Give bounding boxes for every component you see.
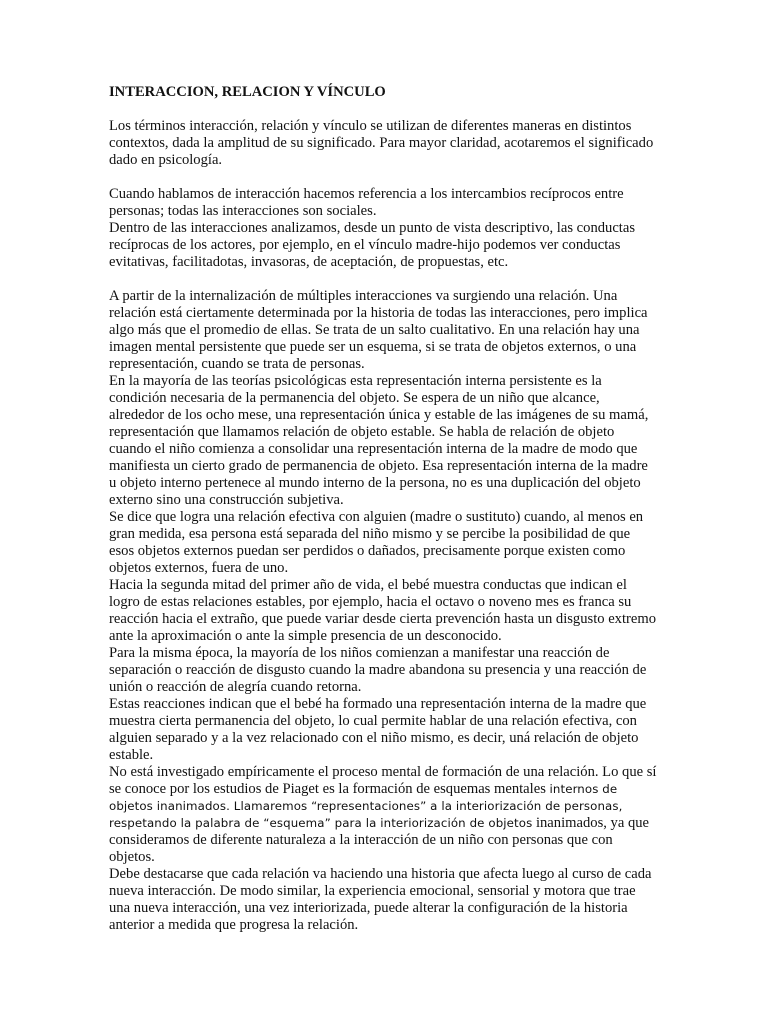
paragraph-gap (109, 271, 657, 288)
paragraph-effective-relation: Se dice que logra una relación efectiva con alguien (madre o sustituto) cuando, al menos en gran medida, esa persona está separada del niño mismo y se percibe la posibilidad de que esos objetos externos puedan ser perdidos o dañados, precisamente porque existen como objetos externos, fuera de uno. (109, 509, 644, 576)
paragraph-piaget-schemas (109, 764, 657, 866)
paragraph-intro: Los términos interacción, relación y vínculo se utilizan de diferentes maneras en distintos contextos, dada la amplitud de su significado. Para mayor claridad, acotaremos el significado dado en psicología. (109, 118, 654, 168)
paragraph-separation-reaction: Para la misma época, la mayoría de los niños comienzan a manifestar una reacción de separación o reacción de disgusto cuando la madre abandona su presencia y una reacción de unión o reacción de alegría cuando retorna. (109, 645, 647, 695)
paragraph-relation-history: Debe destacarse que cada relación va haciendo una historia que afecta luego al curso de cada nueva interacción. De modo similar, la experiencia emocional, sensorial y motora que trae una nueva interacción, una vez interiorizada, puede alterar la configuración de la historia anterior a medida que progresa la relación. (109, 866, 652, 933)
paragraph-object-permanence: En la mayoría de las teorías psicológicas esta representación interna persistente es la condición necesaria de la permanencia del objeto. Se espera de un niño que alcance, alrededor de los ocho mese, una representación única y estable de las imágenes de su mamá, representación que llamamos relación de objeto estable. Se habla de relación de objeto cuando el niño comienza a consolidar una representación interna de la madre de modo que manifiesta un cierto grado de permanencia de objeto. Esa representación interna de la madre u objeto interno pertenece al mundo interno de la persona, no es una duplicación del objeto externo sino una construcción subjetiva. (109, 373, 649, 508)
piaget-text-alt-font: internos de objetos inanimados. Llamaremos “representaciones” a la interiorización de personas, respetando la palabra de “esquema” para la interiorización de objetos (109, 782, 623, 830)
piaget-text-end: inanimados, ya que consideramos de diferente naturaleza a la interacción de un niño con personas que con objetos. (109, 815, 650, 865)
paragraph-gap (109, 169, 657, 186)
paragraph-interaction-analysis: Dentro de las interacciones analizamos, desde un punto de vista descriptivo, las conductas recíprocas de los actores, por ejemplo, en el vínculo madre-hijo podemos ver conductas evitativas, facilitadotas, invasoras, de aceptación, de propuestas, etc. (109, 220, 636, 270)
document-title: INTERACCION, RELACION Y VÍNCULO (109, 84, 386, 100)
paragraph-internal-representation: Estas reacciones indican que el bebé ha formado una representación interna de la madre que muestra cierta permanencia del objeto, lo cual permite hablar de una relación efectiva, con alguien separado y a la vez relacionado con el niño mismo, es decir, uná relación de objeto estable. (109, 696, 647, 763)
paragraph-stranger-reaction: Hacia la segunda mitad del primer año de vida, el bebé muestra conductas que indican el logro de estas relaciones estables, por ejemplo, hacia el octavo o noveno mes es franca su reacción hacia el extraño, que puede variar desde cierta prevención hasta un disgusto extremo ante la aproximación o ante la simple presencia de un desconocido. (109, 577, 657, 644)
paragraph-interaction-definition: Cuando hablamos de interacción hacemos referencia a los intercambios recíprocos entre personas; todas las interacciones son sociales. (109, 186, 624, 219)
paragraph-relation-definition: A partir de la internalización de múltiples interacciones va surgiendo una relación. Una relación está ciertamente determinada por la historia de todas las interacciones, pero implica algo más que el promedio de ellas. Se trata de un salto cualitativo. En una relación hay una imagen mental persistente que puede ser un esquema, si se trata de objetos externos, o una representación, cuando se trata de personas. (109, 288, 648, 372)
document-page (109, 84, 657, 934)
piaget-text-start: No está investigado empíricamente el proceso mental de formación de una relación. Lo que sí se conoce por los estudios de Piaget es la formación de esquemas mentales (109, 764, 657, 797)
